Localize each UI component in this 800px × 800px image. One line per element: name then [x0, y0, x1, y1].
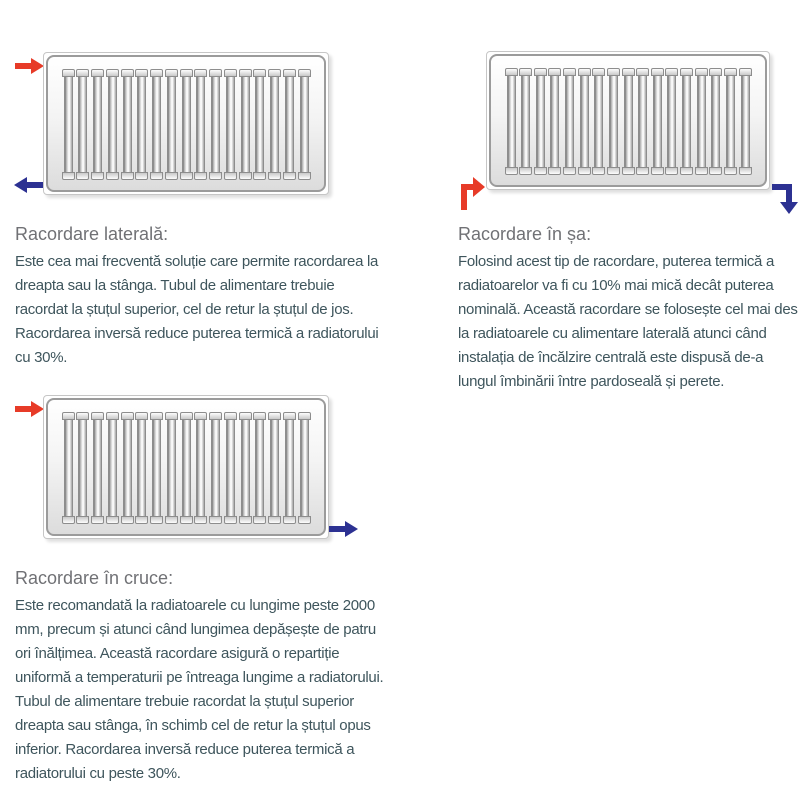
section-body: Este recomandată la radiatoarele cu lungime peste 2000 mm, precum și atunci când lungimea depășește de patru ori înălțimea. Această racordare asigură o repartiție uniformă a temperaturii pe întreaga lungime a radiatorului. Tubul de alimentare trebuie racordat la ștuțul superior dreapta sau stânga, în schimb cel de retur la ștuțul opus inferior. Racordarea inversă reduce puterea termică a radiatorului cu peste 30%.	[15, 597, 384, 782]
radiator-illustration	[486, 51, 770, 190]
radiator-fin	[606, 68, 620, 175]
radiator-fin	[105, 69, 119, 180]
radiator-fin	[91, 69, 105, 180]
radiator-fin	[179, 69, 193, 180]
radiator-fin	[738, 68, 752, 175]
radiator-fin	[194, 412, 208, 524]
return-arrow-elbow-right-down-icon	[772, 182, 798, 214]
section-body: Este cea mai frecventă soluție care permite racordarea la dreapta sau la stânga. Tubul de alimentare trebuie racordat la ștuțul superior, cel de retur la ștuțul de jos. Racordarea inversă reduce puterea termică a radiatorului cu 30%.	[15, 253, 379, 366]
radiator-fin	[577, 68, 591, 175]
radiator-fin	[680, 68, 694, 175]
radiator-fin	[120, 69, 134, 180]
radiator-fin	[61, 69, 75, 180]
radiator-illustration	[43, 52, 329, 195]
radiator-fin	[282, 69, 296, 180]
radiator-fin	[709, 68, 723, 175]
radiator-panel	[489, 54, 767, 187]
radiator-fin	[150, 412, 164, 524]
radiator-fin	[91, 412, 105, 524]
radiator-fin	[253, 69, 267, 180]
radiator-fin	[209, 69, 223, 180]
radiator-fin	[694, 68, 708, 175]
radiator-fin	[238, 412, 252, 524]
radiator-fin	[723, 68, 737, 175]
radiator-fin	[504, 68, 518, 175]
radiator-fin	[297, 412, 311, 524]
radiator-fin	[150, 69, 164, 180]
radiator-fin	[179, 412, 193, 524]
section-body: Folosind acest tip de racordare, puterea termică a radiatoarelor va fi cu 10% mai mică decât puterea nominală. Această racordare se folosește cel mai des la radiatoarele cu alimentare laterală atunci când instalația de încălzire centrală este dispusă de-a lungul îmbinării între pardoseală și perete.	[458, 253, 798, 390]
supply-arrow-elbow-up-right-icon	[459, 176, 485, 210]
radiator-fin	[164, 69, 178, 180]
supply-arrow-right-icon	[15, 401, 44, 417]
return-arrow-left-icon	[14, 177, 43, 193]
section-heading: Racordare în cruce:	[15, 568, 174, 588]
radiator-fin	[209, 412, 223, 524]
radiator-fin	[164, 412, 178, 524]
radiator-panel	[46, 55, 326, 192]
radiator-fin	[223, 69, 237, 180]
radiator-fin	[135, 412, 149, 524]
radiator-fin	[519, 68, 533, 175]
radiator-fin	[592, 68, 606, 175]
radiator-fin	[61, 412, 75, 524]
radiator-fin	[665, 68, 679, 175]
radiator-fin	[563, 68, 577, 175]
radiator-fin	[268, 69, 282, 180]
radiator-panel	[46, 398, 326, 536]
return-arrow-right-icon	[329, 521, 358, 537]
radiator-fin	[76, 412, 90, 524]
radiator-fin	[120, 412, 134, 524]
radiator-fin	[238, 69, 252, 180]
radiator-fin	[223, 412, 237, 524]
radiator-fin	[105, 412, 119, 524]
radiator-fin	[650, 68, 664, 175]
supply-arrow-right-icon	[15, 58, 44, 74]
radiator-fin	[533, 68, 547, 175]
radiator-fin	[135, 69, 149, 180]
radiator-fin	[253, 412, 267, 524]
radiator-fin	[268, 412, 282, 524]
radiator-fin	[194, 69, 208, 180]
radiator-fin	[621, 68, 635, 175]
radiator-fin	[636, 68, 650, 175]
radiator-fin	[76, 69, 90, 180]
radiator-illustration	[43, 395, 329, 539]
section-heading: Racordare în șa:	[458, 224, 592, 244]
radiator-fin	[548, 68, 562, 175]
section-heading: Racordare laterală:	[15, 224, 169, 244]
radiator-fin	[297, 69, 311, 180]
radiator-fin	[282, 412, 296, 524]
